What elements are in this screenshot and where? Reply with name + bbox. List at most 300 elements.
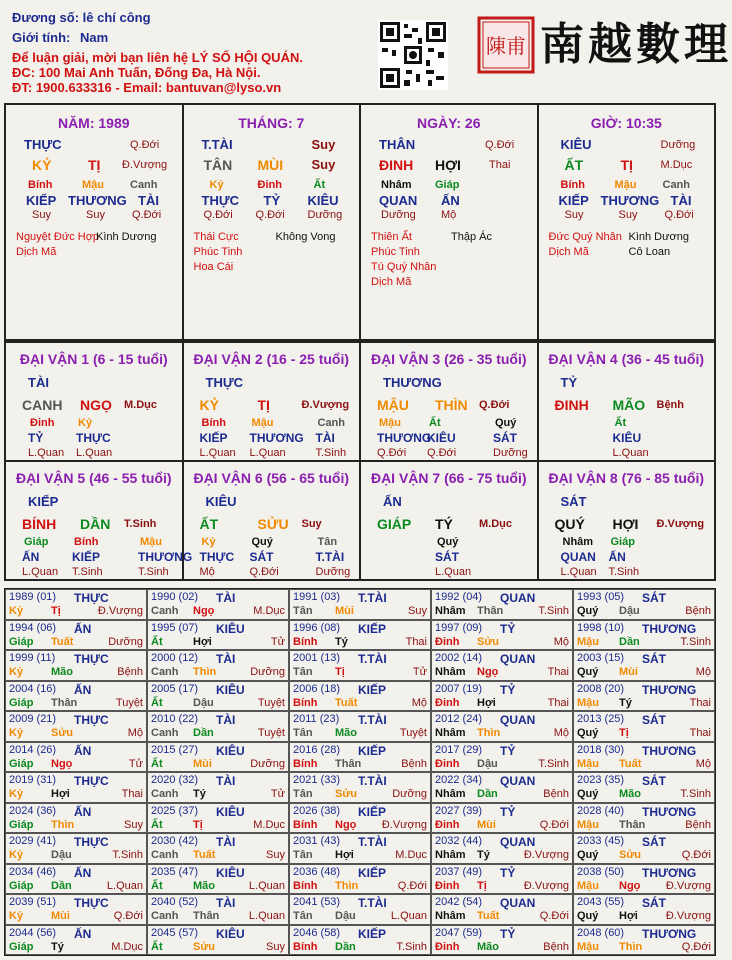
dai-van-can: ẤT	[199, 516, 219, 532]
year-label: 2000 (12)	[151, 652, 199, 664]
year-chi: Mão	[193, 879, 215, 892]
year-label: 2032 (44)	[435, 835, 483, 847]
year-label: 2003 (15)	[577, 652, 625, 664]
hidden-can: Kỷ	[78, 417, 93, 429]
hidden-star: KIẾP	[558, 193, 589, 208]
hidden-stage: Dưỡng	[307, 209, 343, 221]
year-star: KIẾP	[358, 621, 387, 636]
year-can: Canh	[151, 910, 179, 922]
hidden-stage: T.Sinh	[315, 447, 347, 459]
dai-van-stage: M.Dục	[479, 518, 512, 530]
dai-van-title: ĐẠI VẬN 3 (26 - 35 tuổi)	[370, 351, 527, 367]
year-chi: Tuất	[193, 849, 216, 861]
dai-van-chi: TÝ	[435, 516, 453, 532]
year-can: Tân	[293, 727, 313, 739]
dai-van-title: ĐẠI VẬN 6 (56 - 65 tuổi)	[193, 470, 350, 486]
hidden-can: Quý	[251, 536, 273, 548]
year-chi: Tị	[193, 818, 203, 831]
year-can: Kỷ	[9, 910, 24, 922]
year-star: SÁT	[642, 774, 666, 788]
year-can: Giáp	[9, 635, 34, 648]
year-label: 2001 (13)	[293, 652, 341, 664]
year-label: 2023 (35)	[577, 774, 625, 786]
year-chi: Mùi	[335, 605, 354, 617]
year-cell	[573, 620, 715, 651]
pillar-month	[183, 104, 361, 340]
year-star: THƯƠNG	[642, 682, 697, 697]
hidden-star: KIÊU	[612, 431, 642, 445]
year-star: KIÊU	[216, 804, 245, 819]
year-star: ẤN	[74, 621, 92, 636]
year-stage: Bệnh	[117, 666, 143, 678]
year-label: 2019 (31)	[9, 774, 57, 786]
year-chi: Ngọ	[193, 605, 215, 617]
year-cell	[147, 711, 289, 742]
special-star: Dịch Mã	[371, 276, 412, 288]
year-star: TÀI	[216, 591, 236, 605]
hidden-star: KIẾP	[72, 550, 101, 564]
year-can: Mậu	[577, 635, 599, 648]
year-cell	[289, 864, 431, 895]
pillar-hour	[538, 104, 716, 340]
year-label: 2029 (41)	[9, 835, 57, 847]
year-can: Tân	[293, 605, 313, 617]
year-cell	[5, 894, 147, 925]
dai-van-chi: TỊ	[257, 397, 270, 413]
year-can: Mậu	[577, 696, 599, 709]
year-stage: M.Dục	[395, 849, 427, 861]
year-label: 2015 (27)	[151, 743, 199, 756]
year-stage: Suy	[266, 940, 285, 953]
dai-van-can: GIÁP	[377, 516, 412, 532]
hidden-can: Ất	[429, 417, 441, 429]
year-stage: Mộ	[695, 757, 711, 770]
hidden-star: SÁT	[493, 431, 517, 445]
dai-van-can: MẬU	[377, 397, 409, 413]
year-chi: Hợi	[619, 910, 638, 922]
hidden-star: ẤN	[608, 550, 626, 564]
year-label: 2025 (37)	[151, 804, 199, 817]
year-star: SÁT	[642, 713, 666, 727]
year-can: Mậu	[577, 757, 599, 770]
dai-van-stage: Đ.Vượng	[656, 518, 705, 530]
hidden-stage: L.Quan	[199, 447, 236, 459]
pillar-chi: TỊ	[620, 157, 633, 173]
hidden-stage: L.Quan	[249, 447, 286, 459]
year-chi: Tý	[193, 788, 206, 800]
year-star: T.TÀI	[358, 713, 387, 727]
hidden-can: Mậu	[251, 417, 274, 429]
year-chi: Thân	[51, 696, 78, 709]
year-star: SÁT	[642, 896, 666, 910]
year-stage: Bệnh	[401, 757, 427, 770]
special-star: Thập Ác	[451, 231, 492, 243]
year-label: 2031 (43)	[293, 835, 341, 847]
dai-van-title: ĐẠI VẬN 1 (6 - 15 tuổi)	[19, 351, 168, 367]
year-stage: Thai	[547, 666, 569, 678]
hidden-star: SÁT	[249, 550, 274, 564]
special-star: Nguyệt Đức Hợp	[16, 231, 100, 243]
year-can: Kỷ	[9, 605, 24, 617]
year-star: KIẾP	[358, 743, 387, 758]
hidden-can: Quý	[495, 417, 517, 429]
dai-van-chi: MÃO	[612, 397, 646, 413]
year-chi: Mùi	[193, 757, 212, 770]
year-chi: Mùi	[619, 666, 638, 678]
dai-van-cell	[360, 461, 538, 580]
year-stage: Tử	[270, 788, 285, 800]
year-label: 2026 (38)	[293, 804, 341, 817]
year-label: 2005 (17)	[151, 682, 199, 695]
year-chi: Sửu	[477, 635, 500, 648]
hidden-can: Bính	[560, 179, 585, 191]
special-star: Phúc Tinh	[193, 246, 243, 258]
dai-van-cell	[538, 461, 716, 580]
four-pillars	[4, 103, 716, 341]
hidden-star: THƯƠNG	[138, 550, 193, 564]
year-chi: Tý	[619, 696, 632, 709]
hidden-stage: L.Quan	[22, 566, 59, 578]
dai-van-title: ĐẠI VẬN 5 (46 - 55 tuổi)	[15, 470, 172, 486]
year-star: SÁT	[642, 591, 666, 605]
year-star: T.TÀI	[358, 591, 387, 605]
year-chi: Dần	[619, 635, 640, 648]
year-star: KIÊU	[216, 926, 245, 941]
dai-van-star: ẤN	[383, 494, 402, 509]
special-star: Cô Loan	[628, 246, 671, 258]
hidden-star: THỰC	[201, 193, 240, 208]
address-line: ĐC: 100 Mai Anh Tuấn, Đống Đa, Hà Nội.	[12, 65, 261, 80]
pillar-title: NGÀY: 26	[416, 115, 481, 131]
year-can: Nhâm	[435, 605, 466, 617]
year-cell	[573, 650, 715, 681]
year-stage: L.Quan	[106, 879, 143, 892]
hidden-can: Quý	[437, 536, 459, 548]
dai-van-can: CANH	[22, 397, 63, 413]
year-chi: Sửu	[619, 849, 642, 861]
year-chi: Mão	[51, 666, 73, 678]
dai-van-star: THƯƠNG	[383, 375, 442, 390]
hidden-can: Kỷ	[201, 536, 216, 548]
dai-van-title: ĐẠI VẬN 4 (36 - 45 tuổi)	[548, 351, 705, 367]
hidden-stage: Suy	[86, 209, 105, 221]
year-label: 2042 (54)	[435, 896, 483, 908]
year-chi: Tị	[335, 666, 345, 678]
year-star: SÁT	[642, 835, 666, 849]
dai-van-can: KỶ	[199, 397, 219, 413]
year-cell	[431, 650, 573, 681]
dai-van-stage: T.Sinh	[124, 518, 157, 530]
year-cell	[289, 650, 431, 681]
year-cell	[147, 772, 289, 803]
year-cell	[573, 894, 715, 925]
year-stage: Bệnh	[685, 818, 711, 831]
year-label: 1999 (11)	[9, 652, 56, 664]
hidden-star: KIẾP	[26, 193, 57, 208]
year-chi: Thìn	[335, 879, 359, 892]
year-stage: T.Sinh	[538, 757, 569, 770]
year-label: 2035 (47)	[151, 865, 199, 878]
year-stage: Mộ	[411, 696, 427, 709]
pillar-chi-stage: Thai	[489, 159, 511, 171]
year-chi: Dần	[335, 940, 356, 953]
hidden-can: Canh	[130, 179, 158, 191]
year-cell	[431, 925, 573, 956]
dai-van-chi: DẦN	[80, 516, 111, 532]
year-stage: Suy	[408, 605, 427, 617]
year-stage: Mộ	[553, 635, 569, 648]
year-star: TÀI	[216, 652, 236, 666]
year-cell	[573, 772, 715, 803]
year-can: Ất	[151, 757, 163, 770]
year-stage: L.Quan	[248, 910, 285, 922]
hidden-star: ẤN	[441, 193, 460, 208]
special-star: Tú Quý Nhân	[371, 261, 437, 273]
dai-van-cell	[5, 342, 183, 461]
year-cell	[431, 620, 573, 651]
special-star: Thái Cực	[193, 231, 239, 243]
hidden-star: KIÊU	[427, 431, 456, 445]
hidden-stage: L.Quan	[560, 566, 597, 578]
pillar-can: KỶ	[32, 157, 52, 173]
year-cell	[147, 742, 289, 773]
dai-van-star: KIẾP	[28, 494, 59, 509]
special-star: Kình Dương	[628, 231, 689, 243]
year-chi: Thìn	[193, 666, 217, 678]
year-star: THƯƠNG	[642, 743, 697, 758]
hidden-can: Mậu	[379, 417, 401, 429]
header	[0, 0, 732, 100]
year-chi: Tý	[51, 940, 64, 953]
year-chi: Thìn	[477, 727, 501, 739]
year-star: QUAN	[500, 713, 536, 727]
year-label: 2021 (33)	[293, 774, 341, 786]
pillar-star-stage: Q.Đới	[485, 139, 515, 151]
year-stage: Tử	[270, 635, 285, 648]
hidden-star: QUAN	[379, 193, 418, 208]
year-cell	[431, 589, 573, 620]
year-can: Ất	[151, 818, 163, 831]
year-can: Tân	[293, 849, 313, 861]
year-chi: Dậu	[193, 696, 214, 709]
year-cell	[147, 894, 289, 925]
year-stage: Bệnh	[543, 788, 569, 800]
year-cell	[573, 803, 715, 834]
year-can: Giáp	[9, 940, 34, 953]
gender-value: Nam	[79, 30, 109, 45]
year-cell	[289, 894, 431, 925]
year-label: 2046 (58)	[293, 926, 341, 939]
dai-van-star: KIÊU	[205, 494, 237, 509]
hidden-can: Bính	[74, 536, 99, 548]
year-cell	[431, 864, 573, 895]
dai-van-can: BÍNH	[22, 516, 57, 532]
dai-van-title: ĐẠI VẬN 7 (66 - 75 tuổi)	[370, 470, 527, 486]
year-star: ẤN	[74, 865, 92, 880]
year-label: 1992 (04)	[435, 591, 483, 603]
year-chi: Thìn	[619, 940, 643, 953]
year-can: Canh	[151, 666, 179, 678]
hidden-stage: T.Sinh	[72, 566, 103, 578]
hidden-can: Ất	[313, 179, 326, 191]
pillar-chi: HỢI	[435, 157, 461, 173]
hidden-can: Tân	[317, 536, 338, 548]
year-star: T.TÀI	[358, 652, 387, 666]
special-star: Phúc Tinh	[371, 246, 420, 258]
year-chi: Dậu	[619, 605, 640, 617]
year-can: Nhâm	[435, 727, 466, 739]
year-stage: Đ.Vượng	[665, 879, 711, 892]
year-chi: Tị	[619, 727, 629, 739]
year-cell	[5, 803, 147, 834]
hidden-stage: Q.Đới	[255, 209, 285, 221]
year-cell	[573, 925, 715, 956]
year-chi: Ngọ	[477, 666, 499, 678]
year-star: ẤN	[74, 804, 92, 819]
year-can: Quý	[577, 788, 599, 800]
hidden-star: TÀI	[315, 431, 335, 445]
year-chi: Tị	[51, 605, 61, 617]
year-chi: Dần	[193, 727, 214, 739]
year-star: T.TÀI	[358, 774, 387, 788]
year-cell	[431, 711, 573, 742]
year-can: Quý	[577, 605, 599, 617]
year-chi: Tuất	[619, 757, 642, 770]
hidden-stage: Dưỡng	[315, 566, 351, 578]
hidden-star: THƯƠNG	[249, 431, 304, 445]
year-label: 2008 (20)	[577, 682, 625, 695]
year-star: KIÊU	[216, 621, 245, 636]
year-label: 2043 (55)	[577, 896, 625, 908]
special-star: Đức Quý Nhân	[548, 231, 622, 243]
hidden-can: Nhâm	[562, 536, 594, 548]
year-chi: Mùi	[477, 818, 496, 831]
dai-van-cell	[183, 342, 361, 461]
pillar-can: ẤT	[564, 157, 584, 173]
year-can: Tân	[293, 788, 313, 800]
year-stage: T.Sinh	[396, 940, 427, 953]
hidden-star: QUAN	[560, 550, 596, 564]
year-star: THƯƠNG	[642, 926, 697, 941]
pillar-chi-stage: Đ.Vượng	[122, 159, 168, 171]
special-star: Dịch Mã	[16, 246, 57, 258]
hidden-can: Canh	[662, 179, 690, 191]
year-cell	[5, 742, 147, 773]
year-can: Kỷ	[9, 788, 24, 800]
hidden-stage: Suy	[618, 209, 638, 221]
year-star: THƯƠNG	[642, 865, 697, 880]
hidden-stage: L.Quan	[28, 447, 65, 459]
year-can: Tân	[293, 910, 313, 922]
year-star: THƯƠNG	[642, 621, 697, 636]
year-chi: Dậu	[51, 849, 72, 861]
year-can: Nhâm	[435, 849, 466, 861]
hidden-stage: Q.Đới	[203, 209, 233, 221]
year-chi: Thân	[477, 605, 504, 617]
pillar-star-stage: Suy	[311, 137, 336, 152]
annual-luck-grid	[4, 588, 716, 956]
year-stage: Bệnh	[685, 605, 711, 617]
dai-van-stage: Suy	[301, 518, 322, 530]
year-star: T.TÀI	[358, 896, 387, 910]
dai-van-star: SÁT	[560, 494, 587, 509]
hidden-star: THƯƠNG	[377, 431, 432, 445]
year-label: 2022 (34)	[435, 774, 483, 786]
year-stage: Tuyệt	[257, 727, 285, 739]
phone-line: ĐT: 1900.633316 - Email: bantuvan@lyso.vn	[12, 80, 282, 95]
dai-van-chi: NGỌ	[80, 397, 112, 413]
year-stage: L.Quan	[248, 879, 285, 892]
seal-stamp-icon	[477, 16, 535, 74]
year-cell	[289, 925, 431, 956]
year-can: Đinh	[435, 940, 460, 953]
dai-van-cell	[5, 461, 193, 580]
year-label: 2039 (51)	[9, 896, 57, 908]
year-stage: Q.Đới	[539, 910, 569, 922]
year-star: TÀI	[216, 774, 236, 788]
year-stage: Q.Đới	[397, 879, 427, 892]
year-star: TỶ	[500, 682, 516, 697]
year-cell	[289, 742, 431, 773]
year-star: QUAN	[500, 896, 536, 910]
year-chi: Sửu	[335, 788, 358, 800]
year-label: 2002 (14)	[435, 652, 483, 664]
year-stage: Dưỡng	[250, 757, 285, 770]
year-chi: Hợi	[51, 788, 70, 800]
year-chi: Sửu	[51, 727, 74, 739]
year-label: 2017 (29)	[435, 743, 483, 756]
svg-text:陳甫: 陳甫	[486, 34, 526, 58]
year-stage: T.Sinh	[680, 635, 711, 648]
year-label: 2034 (46)	[9, 865, 57, 878]
year-can: Ất	[151, 635, 163, 648]
hidden-star: TÀI	[138, 193, 159, 208]
year-label: 2030 (42)	[151, 835, 199, 847]
year-label: 2038 (50)	[577, 865, 625, 878]
year-can: Kỷ	[9, 666, 24, 678]
year-cell	[431, 681, 573, 712]
year-can: Ất	[151, 879, 163, 892]
special-star: Thiên Ất	[371, 231, 412, 243]
hidden-can: Nhâm	[381, 179, 412, 191]
year-chi: Mùi	[51, 910, 70, 922]
year-can: Giáp	[9, 696, 34, 709]
year-can: Đinh	[435, 879, 460, 892]
year-can: Nhâm	[435, 788, 466, 800]
year-chi: Ngọ	[619, 879, 641, 892]
hidden-stage: T.Sinh	[138, 566, 169, 578]
pillar-star: KIÊU	[560, 137, 592, 152]
pillar-title: THÁNG: 7	[238, 115, 305, 131]
year-label: 2024 (36)	[9, 804, 57, 817]
hidden-stage: Q.Đới	[249, 566, 279, 578]
hidden-star: KIÊU	[307, 193, 339, 208]
year-star: T.TÀI	[358, 835, 387, 849]
dai-van-cell	[538, 342, 716, 461]
pillar-chi-stage: Suy	[311, 157, 336, 172]
year-star: TỶ	[500, 865, 516, 880]
year-cell	[573, 833, 715, 864]
year-label: 2018 (30)	[577, 743, 625, 756]
year-stage: Tuyệt	[399, 727, 427, 739]
year-cell	[147, 833, 289, 864]
year-cell	[147, 803, 289, 834]
year-cell	[5, 589, 147, 620]
pillar-day	[360, 104, 538, 340]
year-label: 2045 (57)	[151, 926, 199, 939]
pillar-can: TÂN	[203, 157, 233, 173]
year-stage: M.Dục	[111, 940, 143, 953]
